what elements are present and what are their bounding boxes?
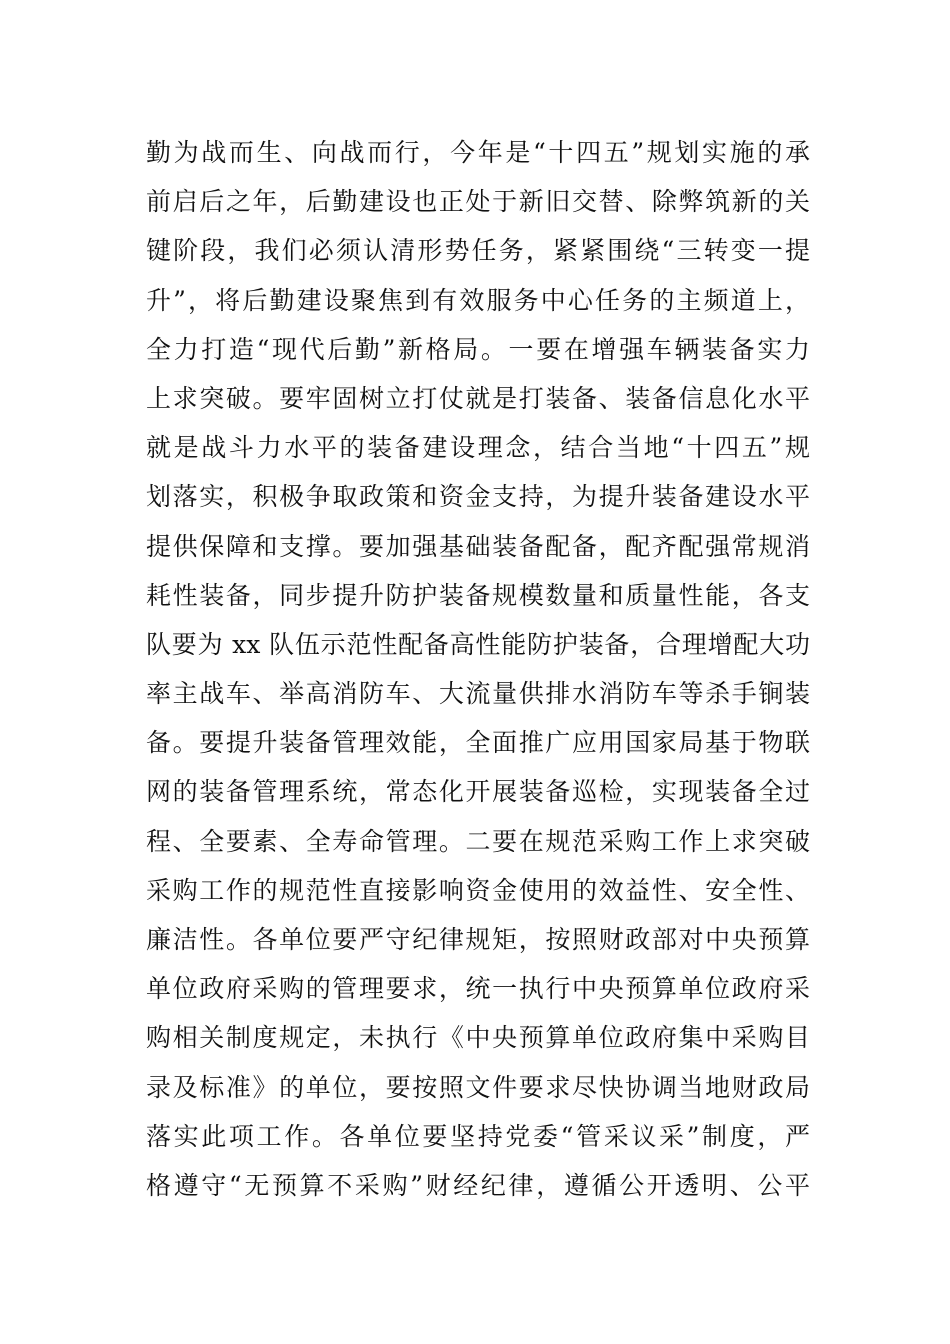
text-line: 勤为战而生、向战而行，今年是“十四五”规划实施的承 bbox=[146, 138, 810, 167]
text-line: 程、全要素、全寿命管理。二要在规范采购工作上求突破 bbox=[146, 826, 810, 856]
text-line: 购相关制度规定，未执行《中央预算单位政府集中采购目 bbox=[146, 1023, 810, 1053]
text-line: 键阶段，我们必须认清形势任务，紧紧围绕“三转变一提 bbox=[146, 236, 810, 266]
body-text bbox=[146, 128, 810, 1210]
text-line: 网的装备管理系统，常态化开展装备巡检，实现装备全过 bbox=[146, 777, 810, 807]
text-line: 采购工作的规范性直接影响资金使用的效益性、安全性、 bbox=[146, 875, 810, 905]
text-line: 划落实，积极争取政策和资金支持，为提升装备建设水平 bbox=[146, 482, 810, 512]
text-line: 升”，将后勤建设聚焦到有效服务中心任务的主频道上， bbox=[146, 285, 810, 315]
text-line: 单位政府采购的管理要求，统一执行中央预算单位政府采 bbox=[146, 974, 810, 1004]
text-line: 落实此项工作。各单位要坚持党委“管采议采”制度，严 bbox=[146, 1121, 810, 1151]
text-line: 上求突破。要牢固树立打仗就是打装备、装备信息化水平 bbox=[146, 383, 810, 413]
text-line: 率主战车、举高消防车、大流量供排水消防车等杀手锏装 bbox=[146, 679, 810, 709]
text-line: 全力打造“现代后勤”新格局。一要在增强车辆装备实力 bbox=[146, 334, 810, 364]
text-line: 耗性装备，同步提升防护装备规模数量和质量性能，各支 bbox=[146, 580, 810, 610]
text-line: 廉洁性。各单位要严守纪律规矩，按照财政部对中央预算 bbox=[146, 925, 810, 954]
text-line: 备。要提升装备管理效能，全面推广应用国家局基于物联 bbox=[146, 728, 810, 758]
text-line: 录及标准》的单位，要按照文件要求尽快协调当地财政局 bbox=[146, 1072, 810, 1102]
text-line: 就是战斗力水平的装备建设理念，结合当地“十四五”规 bbox=[146, 433, 810, 463]
text-line: 前启后之年，后勤建设也正处于新旧交替、除弊筑新的关 bbox=[146, 187, 810, 217]
text-line: 格遵守“无预算不采购”财经纪律，遵循公开透明、公平 bbox=[146, 1170, 810, 1200]
text-line: 队要为 xx 队伍示范性配备高性能防护装备，合理增配大功 bbox=[146, 629, 810, 659]
text-line: 提供保障和支撑。要加强基础装备配备，配齐配强常规消 bbox=[146, 531, 810, 561]
